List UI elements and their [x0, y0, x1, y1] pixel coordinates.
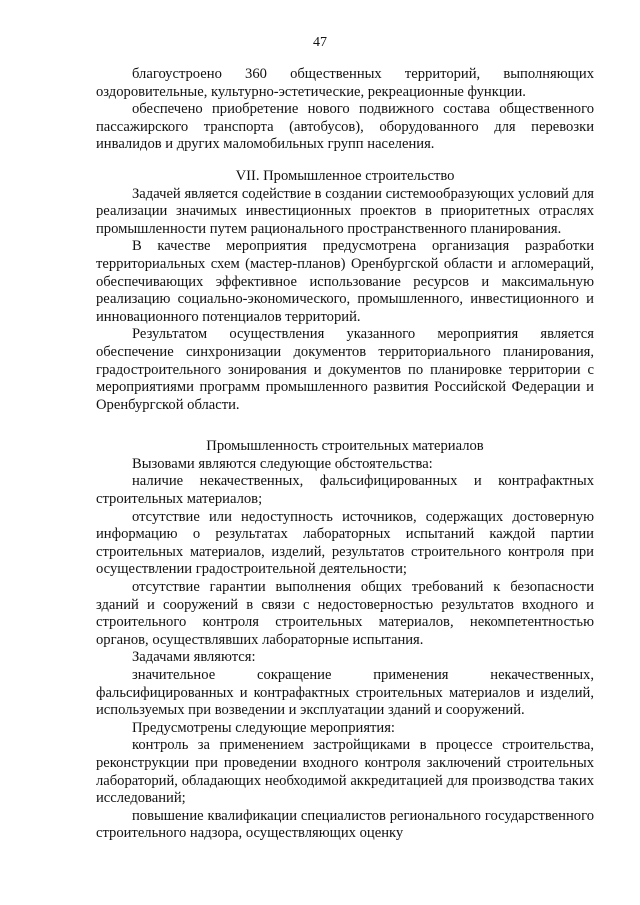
section-heading-industrial-construction: VII. Промышленное строительство: [235, 167, 455, 184]
paragraph-task: Задачей является содействие в создании системообразующих условий для реализации значимых инвестиционных проектов в приоритетных отраслях промышленности путем рационального пространственного планирования.: [96, 185, 594, 237]
subsection-heading-building-materials: Промышленность строительных материалов: [206, 438, 484, 455]
document-body: [96, 66, 594, 843]
paragraph-task-reduction: значительное сокращение применения некачественных, фальсифицированных и контрафактных строительных материалов и изделий, используемых при возведении и эксплуатации зданий и сооружений.: [96, 667, 594, 719]
paragraph-measure-control: контроль за применением застройщиками в процессе строительства, реконструкции при проведении входного контроля заключений строительных лабораторий, обладающих необходимой аккредитацией для производства таких исследований;: [96, 737, 594, 807]
paragraph-challenges-intro: Вызовами являются следующие обстоятельства:: [132, 455, 433, 472]
paragraph-measures-intro: Предусмотрены следующие мероприятия:: [132, 719, 395, 736]
page-number: 47: [313, 35, 327, 50]
paragraph-landscaped-territories: благоустроено 360 общественных территорий, выполняющих оздоровительные, культурно-эстетические, рекреационные функции.: [96, 66, 594, 100]
paragraph-tasks-intro: Задачами являются:: [132, 649, 256, 666]
paragraph-measure: В качестве мероприятия предусмотрена организация разработки территориальных схем (мастер-планов) Оренбургской области и агломераций, обеспечивающих эффективное использование ресурсов и максимальную реализацию социально-экономического, промышленного, инвестиционного и инновационного потенциалов территорий.: [96, 238, 594, 325]
paragraph-public-transport: обеспечено приобретение нового подвижного состава общественного пассажирского транспорта (автобусов), оборудованного для перевозки инвалидов и других маломобильных групп населения.: [96, 101, 594, 153]
paragraph-challenge-sources: отсутствие или недоступность источников, содержащих достоверную информацию о результатах лабораторных испытаний каждой партии строительных материалов, изделий, результатов строительного контроля при осуществлении градостроительной деятельности;: [96, 508, 594, 578]
paragraph-challenge-counterfeit: наличие некачественных, фальсифицированных и контрафактных строительных материалов;: [96, 473, 594, 508]
paragraph-measure-qualification: повышение квалификации специалистов регионального государственного строительного надзора, осуществляющих оценку: [96, 807, 594, 842]
paragraph-result: Результатом осуществления указанного мероприятия является обеспечение синхронизации документов территориального планирования, градостроительного зонирования и документов по планировке территории с мероприятиями программ промышленного развития Российской Федерации и Оренбургской области.: [96, 326, 594, 413]
paragraph-challenge-safety: отсутствие гарантии выполнения общих требований к безопасности зданий и сооружений в связи с недостоверностью результатов входного и строительного контроля строительных материалов, некомпетентностью органов, осуществлявших лабораторные испытания.: [96, 579, 594, 648]
